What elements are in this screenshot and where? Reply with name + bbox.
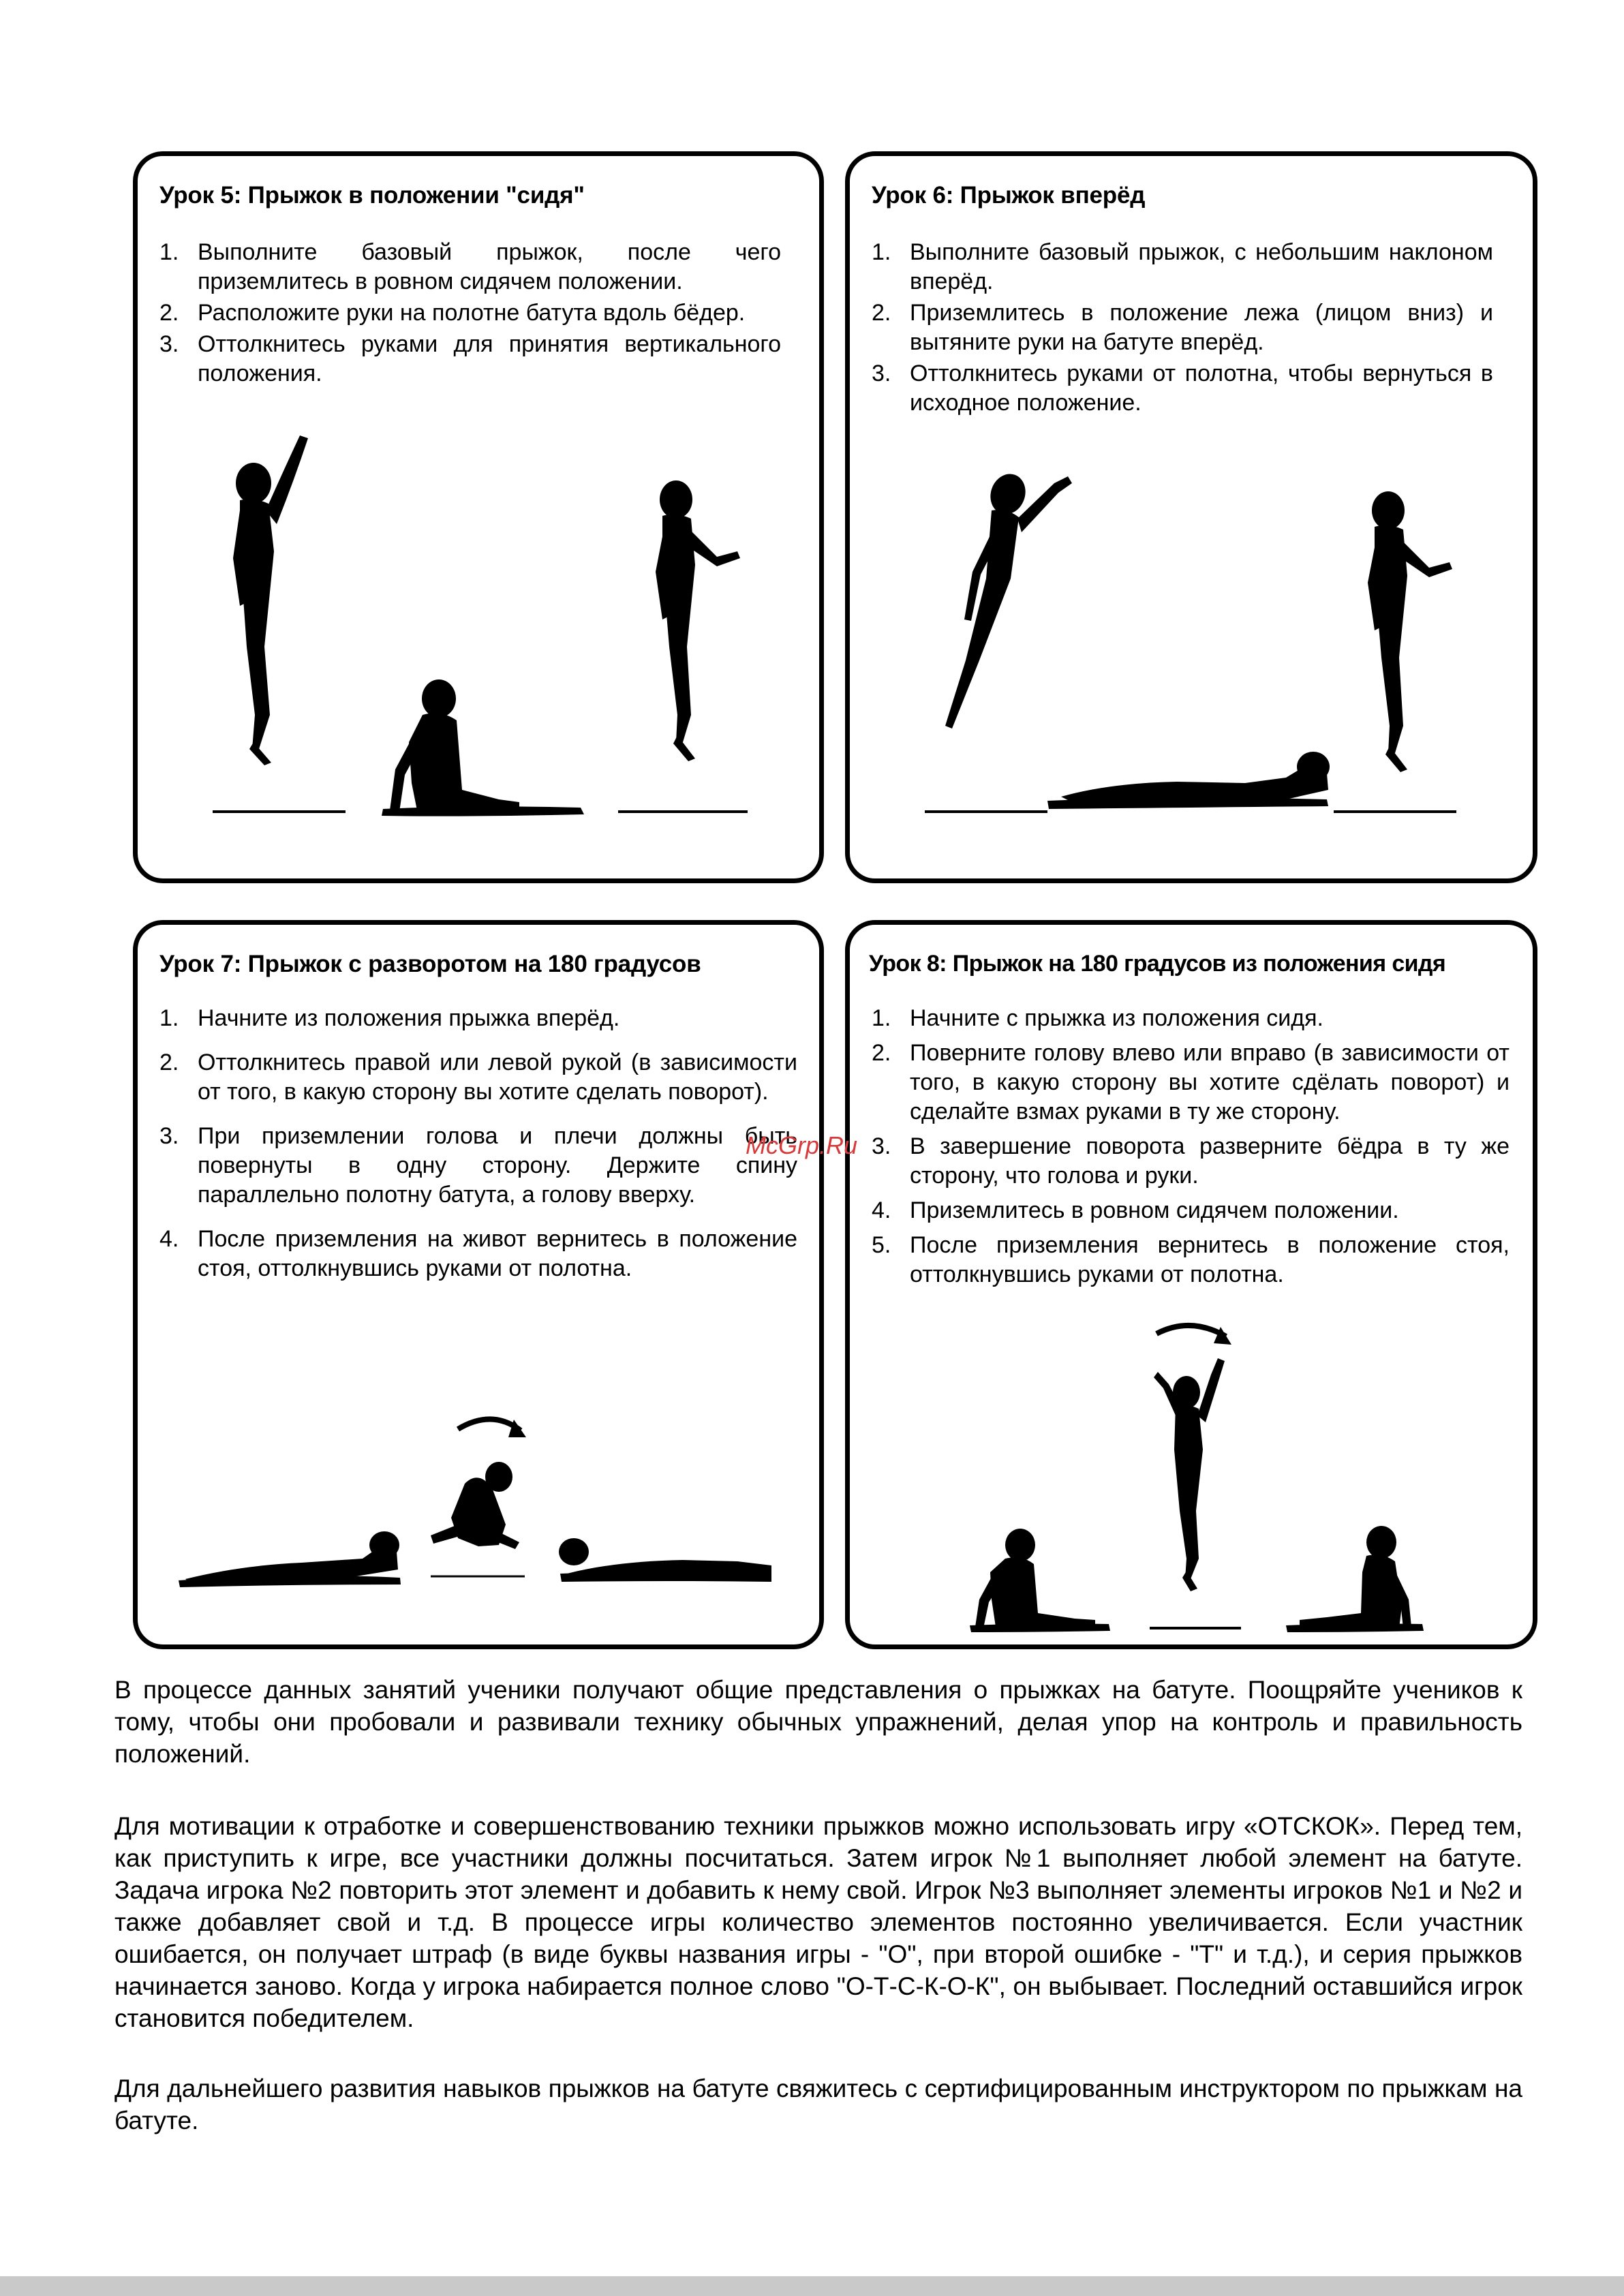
intro-paragraph: В процессе данных занятий ученики получают общие представления о прыжках на батуте. Поощряйте учеников к тому, чтобы они пробовали и развивали технику обычных упражнений, делая упор на контроль и правильность положений. xyxy=(114,1676,1522,1768)
prone-figure-left xyxy=(179,1531,401,1587)
lesson-step: 3. Оттолкнитесь руками для принятия вертикального положения. xyxy=(159,331,781,386)
lesson-step: 2. Поверните голову влево или вправо (в зависимости от того, в какую сторону вы хотите сдёлать поворот) и сделайте взмах руками в ту же сторону. xyxy=(872,1040,1510,1124)
page-bottom-strip xyxy=(0,2276,1624,2296)
watermark: McGrp.Ru xyxy=(746,1131,858,1159)
lesson-step: 2. Приземлитесь в положение лежа (лицом вниз) и вытяните руки на батуте вперёд. xyxy=(872,300,1493,355)
lesson-step: 1. Выполните базовый прыжок, после чего приземлитесь в ровном сидячем положении. xyxy=(159,239,781,294)
game-paragraph: Для мотивации к отработке и совершенствованию техники прыжков можно использовать игру «ОТСКОК». Перед тем, как приступить к игре, все участники должны посчитаться. Затем игрок №1 выполняет любой элемент на батуте. Задача игрока №2 повторить этот элемент и добавить к нему свой. Игрок №3 выполняет элементы игроков №1 и №2 и также добавляет свой и т.д. В процессе игры количество элементов постоянно увеличивается. Если участник ошибается, он получает штраф (в виде буквы названия игры - "О", при второй ошибке - "Т" и т.д.), и серия прыжков начинается заново. Когда у игрока набирается полное слово "О-Т-С-К-О-К", он выбывает. Последний оставшийся игрок становится победителем. xyxy=(114,1812,1522,2032)
lesson-step: 3. Оттолкнитесь руками от полотна, чтобы вернуться в исходное положение. xyxy=(872,361,1493,416)
lesson-step: 2. Оттолкнитесь правой или левой рукой (в зависимости от того, в какую сторону вы хотите сделать поворот). xyxy=(159,1050,797,1105)
lesson-5-box xyxy=(133,151,824,883)
lesson-step: 4. Приземлитесь в ровном сидячем положении. xyxy=(872,1197,1399,1223)
jumper-arms-up-figure xyxy=(233,435,308,765)
sitting-figure-right xyxy=(1286,1526,1424,1632)
lesson-step: 3. В завершение поворота разверните бёдра в ту же сторону, что голова и руки. xyxy=(872,1133,1510,1189)
lesson-title: Урок 8: Прыжок на 180 градусов из положения сидя xyxy=(869,951,1446,977)
lesson-step: 3. При приземлении голова и плечи должны быть повернуты в одну сторону. Держите спину параллельно полотну батута, а голову вверху. xyxy=(159,1123,797,1208)
prone-figure xyxy=(1047,752,1330,809)
standing-figure xyxy=(656,480,740,761)
lesson-step: 1. Начните с прыжка из положения сидя. xyxy=(872,1005,1323,1031)
lesson-8-box xyxy=(845,920,1537,1649)
leaning-jumper-figure xyxy=(945,469,1072,729)
lesson-7-box xyxy=(133,920,824,1649)
spinning-jumper-figure xyxy=(1154,1358,1225,1591)
lesson-title: Урок 7: Прыжок с разворотом на 180 градусов xyxy=(159,951,701,977)
tucked-turning-figure xyxy=(431,1462,519,1549)
lesson-step: 4. После приземления на живот вернитесь в положение стоя, оттолкнувшись руками от полотна. xyxy=(159,1226,797,1281)
standing-figure xyxy=(1368,491,1452,772)
lesson-step: 2. Расположите руки на полотне батута вдоль бёдер. xyxy=(159,300,746,326)
lesson-title: Урок 6: Прыжок вперёд xyxy=(872,182,1146,209)
sit-jump-illustration xyxy=(138,156,819,878)
turn-180-illustration xyxy=(138,925,819,1647)
prone-figure-right xyxy=(559,1538,771,1582)
lesson-step: 1. Начните из положения прыжка вперёд. xyxy=(159,1005,620,1031)
sitting-figure xyxy=(382,679,584,816)
forward-jump-illustration xyxy=(850,156,1531,878)
lesson-step: 5. После приземления вернитесь в положение стоя, оттолкнувшись руками от полотна. xyxy=(872,1232,1510,1287)
rotation-arrow xyxy=(1156,1326,1226,1336)
instructor-paragraph: Для дальнейшего развития навыков прыжков на батуте свяжитесь с сертифицированным инструктором по прыжкам на батуте. xyxy=(114,2075,1522,2134)
seat-turn-180-illustration xyxy=(850,925,1531,1647)
lesson-6-box xyxy=(845,151,1537,883)
sitting-figure-left xyxy=(970,1529,1110,1632)
lesson-title: Урок 5: Прыжок в положении "сидя" xyxy=(159,182,585,209)
lesson-step: 1. Выполните базовый прыжок, с небольшим наклоном вперёд. xyxy=(872,239,1493,294)
